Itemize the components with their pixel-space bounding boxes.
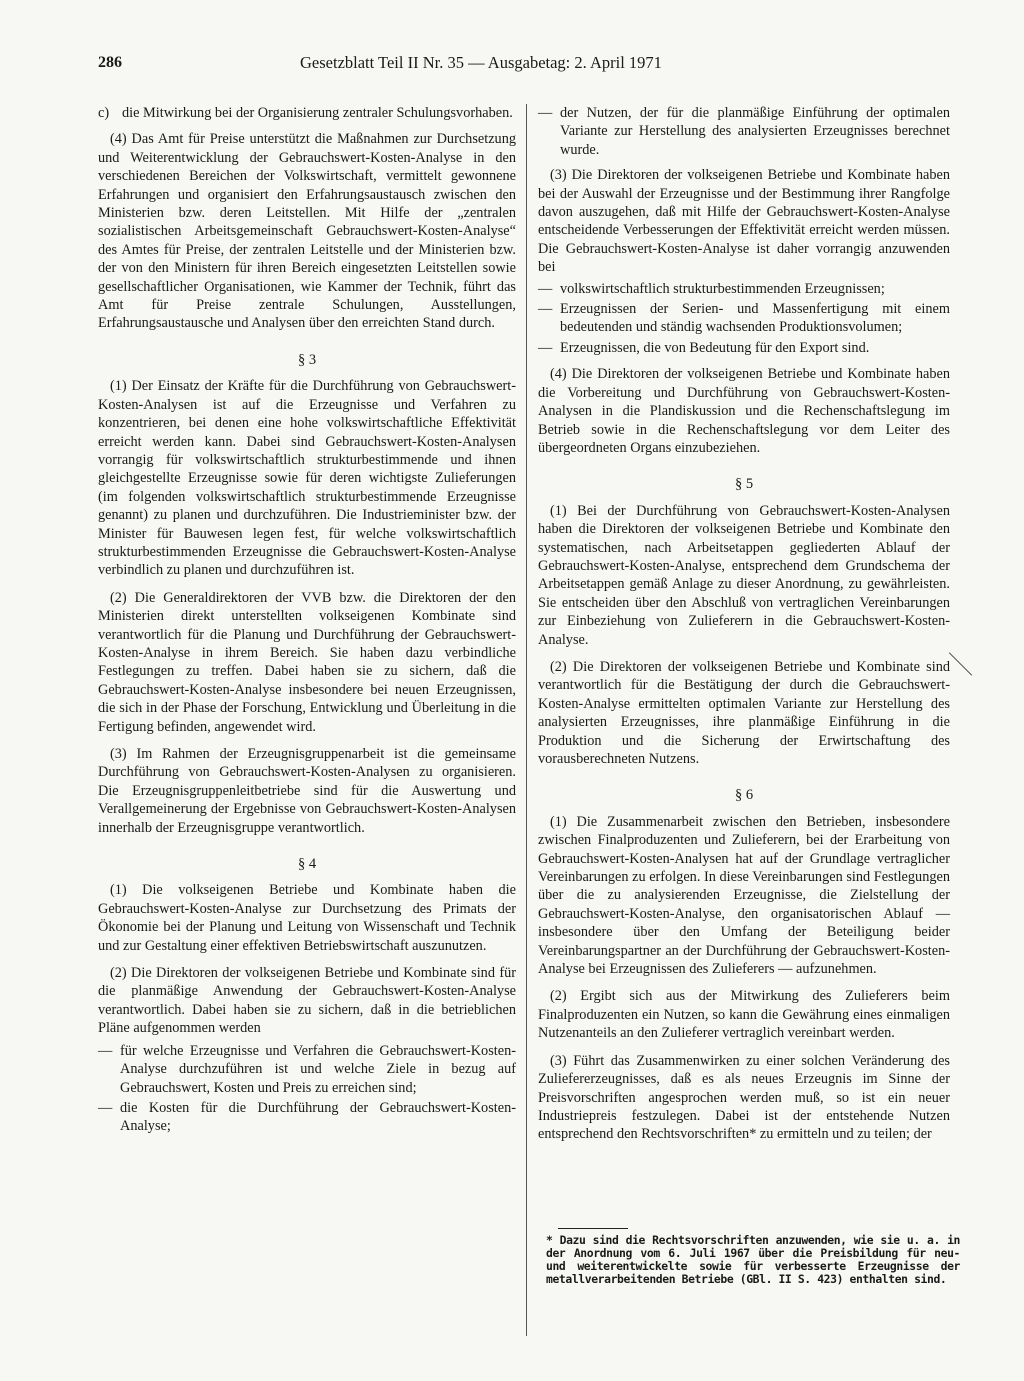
page-number: 286: [98, 54, 122, 71]
dash-item-4: [538, 280, 950, 298]
dash-item-6: [538, 339, 950, 357]
dash-item-2: [98, 1099, 516, 1136]
footnote: * Dazu sind die Rechtsvorschriften anzuwenden, wie sie u. a. in der Anordnung vom 6. Juli 1967 über die Preisbildung für neu- und weiterentwickelte sowie für verbesserte Erzeugnisse der metallverarbeitenden Betriebe (GBl. II S. 423) enthalten sind.: [546, 1233, 960, 1286]
dash-item-text: volkswirtschaftlich strukturbestimmenden Erzeugnissen;: [560, 280, 885, 297]
dash-item-text: der Nutzen, der für die planmäßige Einführung der optimalen Variante zur Herstellung des analysierten Erzeugnisses berechnet wurde.: [560, 105, 950, 158]
dash-item-3: [538, 104, 950, 159]
dash-marker: —: [538, 280, 553, 297]
dash-marker: —: [98, 1099, 113, 1116]
list-marker: c): [98, 105, 110, 121]
paragraph-4-1: (1) Die volkseigenen Betriebe und Kombinate haben die Gebrauchswert-Kosten-Analyse zur Durchsetzung des Primats der Ökonomie bei der Planung und Leitung von Wissenschaft und Technik und zur Gestaltung einer effektiven Betriebswirtschaft auszunutzen.: [98, 882, 516, 954]
dash-item-text: Erzeugnissen, die von Bedeutung für den Export sind.: [560, 339, 870, 356]
paragraph-4-4: (4) Die Direktoren der volkseigenen Betriebe und Kombinate haben die Vorbereitung und Durchführung von Gebrauchswert-Kosten-Analysen in die Plandiskussion und die Rechenschaftslegung im Betrieb sowie in die Rechenschaftslegung vor dem Leiter des übergeordneten Organs einzubeziehen.: [538, 366, 950, 456]
dash-marker: —: [538, 301, 553, 318]
dash-marker: —: [538, 339, 553, 356]
section-heading-6: § 6: [734, 787, 754, 804]
paragraph-3-2: (2) Die Generaldirektoren der VVB bzw. die Direktoren der den Ministerien direkt unterstellten volkseigenen Kombinate sind verantwortlich für die Planung und Durchführung der Gebrauchswert-Kosten-Analyse in ihrem Bereich. Sie haben dazu verbindliche Festlegungen zu treffen. Dabei haben sie zu sichern, daß die Gebrauchswert-Kosten-Analyse insbesondere bei neuen Erzeugnissen, die sich in der Phase der Forschung, Entwicklung und Überleitung in die Fertigung befinden, angewendet wird.: [98, 589, 516, 735]
dash-item-text: für welche Erzeugnisse und Verfahren die Gebrauchswert-Kosten-Analyse durchzuführen ist und welche Ziele in bezug auf Gebrauchswert, Kosten und Preis zu erreichen sind;: [120, 1042, 516, 1096]
paragraph-6-3: (3) Führt das Zusammenwirken zu einer solchen Veränderung des Zuliefererzeugnisses, daß es als neues Erzeugnis im Sinne der Preisvorschriften angesprochen werden muß, so ist ein neuer Industriepreis festzulegen. Dabei ist der entstehende Nutzen entsprechend den Rechtsvorschriften* zu ermitteln und zu teilen; der: [538, 1052, 950, 1143]
paragraph-4-2: (2) Die Direktoren der volkseigenen Betriebe und Kombinate sind für die planmäßige Anwendung der Gebrauchswert-Kosten-Analyse verantwortlich. Dabei haben sie zu sichern, daß in die betrieblichen Pläne aufgenommen werden: [98, 965, 516, 1037]
dash-item-1: [98, 1042, 516, 1097]
paragraph-3-3: (3) Im Rahmen der Erzeugnisgruppenarbeit ist die gemeinsame Durchführung von Gebrauchswert-Kosten-Analysen zu organisieren. Die Erzeugnisgruppenleitbetriebe sind für die Auswertung und Verallgemeinerung der Ergebnisse von Gebrauchswert-Kosten-Analysen innerhalb der Erzeugnisgruppe verantwortlich.: [98, 746, 516, 836]
paragraph-6-2: (2) Ergibt sich aus der Mitwirkung des Zulieferers beim Finalproduzenten ein Nutzen, so kann die Gewährung eines einmaligen Nutzenanteils an den Zulieferer vertraglich vereinbart werden.: [538, 988, 950, 1042]
section-heading-5: § 5: [734, 476, 754, 493]
dash-item-5: [538, 300, 950, 337]
section-heading-3: § 3: [297, 351, 317, 368]
dash-marker: —: [538, 105, 553, 121]
paragraph-5-2: (2) Die Direktoren der volkseigenen Betriebe und Kombinate sind verantwortlich für die Bestätigung der durch die Gebrauchswert-Kosten-Analyse ermittelten optimalen Variante zur Herstellung des analysierten Erzeugnisses, ihre planmäßige Einführung in die Produktion und die Sicherung der Erwirtschaftung des vorausberechneten Nutzens.: [538, 658, 950, 767]
list-item-text: die Mitwirkung bei der Organisierung zentraler Schulungsvorhaben.: [122, 105, 513, 121]
section-heading-4: § 4: [297, 856, 317, 873]
paragraph-2-4: (4) Das Amt für Preise unterstützt die Maßnahmen zur Durchsetzung und Weiterentwicklung der Gebrauchswert-Kosten-Analyse in den verschiedenen Bereichen der Volkswirtschaft, vermittelt gewonnene Erfahrungen und organisiert den Erfahrungsaustausch zwischen den Ministerien bzw. deren Leitstellen. Mit Hilfe der „zentralen sozialistischen Arbeitsgemeinschaft Gebrauchswert-Kosten-Analyse“ des Amtes für Preise, der zentralen Leitstelle und der Ministerien bzw. der von den Ministern für ihren Bereich eingesetzten Leitstellen sowie gesellschaftlicher Organisationen, wie Kammer der Technik, führt das Amt für Preise zentrale Schulungen, Ausstellungen, Erfahrungsaustausche und Analysen über den erreichten Stand durch.: [98, 131, 516, 332]
paragraph-3-1: (1) Der Einsatz der Kräfte für die Durchführung von Gebrauchswert-Kosten-Analysen ist auf die Erzeugnisse und Verfahren zu konzentrieren, bei denen eine hohe volkswirtschaftliche Effektivität erreicht werden kann. Dabei sind Gebrauchswert-Kosten-Analysen vorrangig für volkswirtschaftlich strukturbestimmende und ihnen gleichgestellte Erzeugnisse sowie für deren wichtigste Zulieferungen (im folgenden volkswirtschaftlich strukturbestimmende Erzeugnisse genannt) zu planen und durchzuführen. Die Industrieminister bzw. der Minister für Bauwesen legen fest, für welche volkswirtschaftlich strukturbestimmenden Erzeugnisse die Gebrauchswert-Kosten-Analyse verbindlich zu planen und durchzuführen ist.: [98, 378, 516, 579]
page-header: [98, 52, 738, 76]
paragraph-5-1: (1) Bei der Durchführung von Gebrauchswert-Kosten-Analysen haben die Direktoren der volkseigenen Betriebe und Kombinate den systematischen, nach Arbeitsetappen gegliederten Ablauf der Gebrauchswert-Kosten-Analyse, entsprechend dem Grundschema der Arbeitsetappen gemäß Anlage zu dieser Anordnung, zu gewährleisten. Sie entscheiden über den Abschluß von vertraglichen Vereinbarungen zur Einbeziehung von Zulieferern in die Gebrauchswert-Kosten-Analyse.: [538, 502, 950, 648]
column-divider: [526, 104, 527, 1336]
list-item-c: [98, 104, 516, 122]
dash-marker: —: [98, 1042, 113, 1059]
dash-item-text: Erzeugnissen der Serien- und Massenfertigung mit einem bedeutenden und ständig wachsenden Produktionsvolumen;: [560, 301, 950, 336]
footnote-rule: [558, 1228, 628, 1229]
paragraph-6-1: (1) Die Zusammenarbeit zwischen den Betrieben, insbesondere zwischen Finalproduzenten und Zulieferern, bei der Erarbeitung von Gebrauchswert-Kosten-Analysen hat auf der Grundlage vertraglicher Vereinbarungen zu erfolgen. In diese Vereinbarungen sind Festlegungen über die zu analysierenden Erzeugnisse, die Zielstellung der Gebrauchswert-Kosten-Analyse, den organisatorischen Ablauf — insbesondere über den Umfang der Beteiligung beider Vereinbarungspartner an der Durchführung der Gebrauchswert-Kosten-Analyse bei Erzeugnissen des Zulieferers — aufzunehmen.: [538, 813, 950, 978]
margin-pencil-mark: [949, 652, 972, 675]
running-title: Gesetzblatt Teil II Nr. 35 — Ausgabetag: 2. April 1971: [300, 53, 662, 72]
left-column: [98, 104, 516, 1138]
dash-item-text: die Kosten für die Durchführung der Gebrauchswert-Kosten-Analyse;: [120, 1099, 516, 1135]
paragraph-4-3: (3) Die Direktoren der volkseigenen Betriebe und Kombinate haben bei der Auswahl der Erzeugnisse und der Bestimmung ihrer Rangfolge davon auszugehen, daß mit Hilfe der Gebrauchswert-Kosten-Analyse entscheidende Verbesserungen der Effektivität erreicht werden müssen. Die Gebrauchswert-Kosten-Analyse ist daher vorrangig anzuwenden bei: [538, 167, 950, 276]
right-column: [538, 104, 950, 1153]
